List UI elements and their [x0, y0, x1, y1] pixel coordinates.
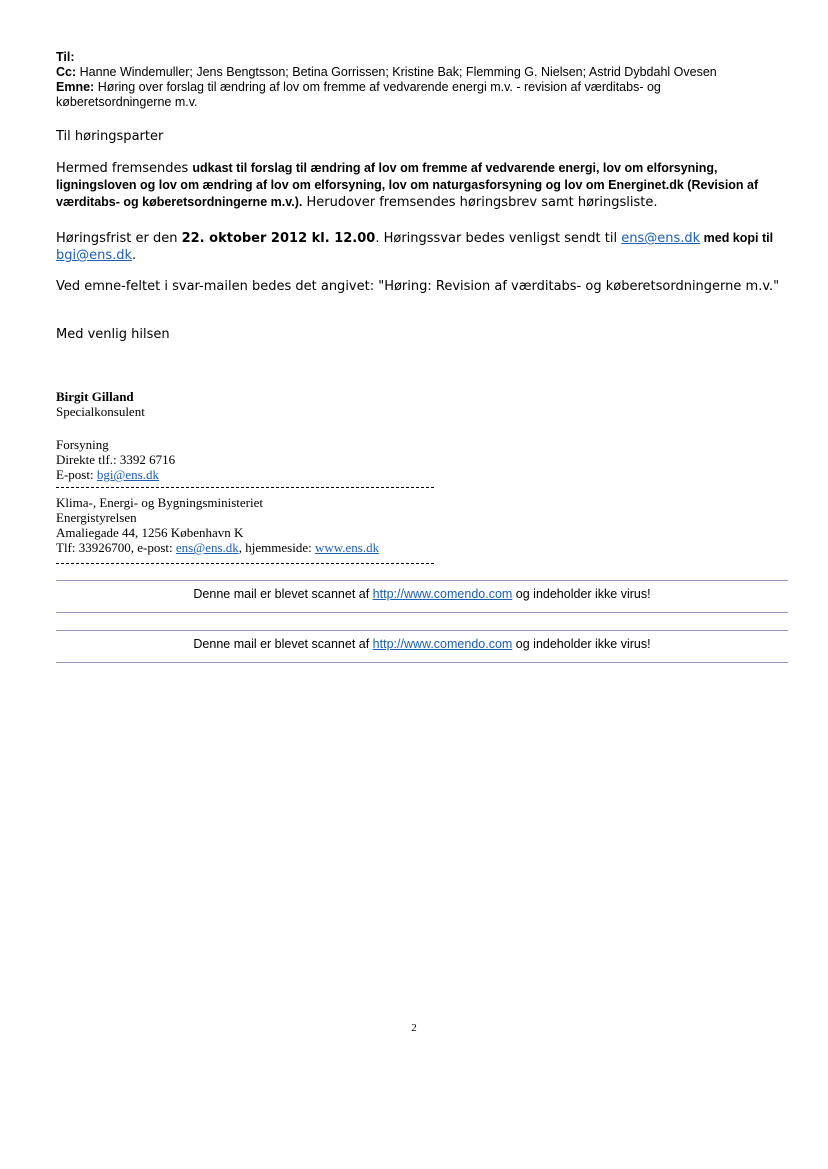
- org-contact-mid: , hjemmeside:: [238, 540, 315, 555]
- divider-line: [56, 612, 788, 613]
- paragraph-subject-instruction: Ved emne-feltet i svar-mailen bedes det angivet: "Høring: Revision af værditabs- og køberetsordningerne m.v.": [56, 279, 780, 294]
- scan-notice-prefix: Denne mail er blevet scannet af: [193, 637, 373, 651]
- email-header: [56, 50, 796, 110]
- phone-line: [56, 452, 175, 467]
- signer-name: Birgit Gilland: [56, 389, 134, 404]
- scan-notice-suffix: og indeholder ikke virus!: [512, 587, 651, 601]
- scan-notice: [56, 637, 788, 651]
- signer-title: Specialkonsulent: [56, 404, 145, 419]
- page-number: 2: [411, 1022, 417, 1034]
- announcement-tail: Herudover fremsendes høringsbrev samt høringsliste.: [302, 195, 658, 210]
- deadline-mid: . Høringssvar bedes venligst sendt til: [375, 231, 622, 246]
- closing: Med venlig hilsen: [56, 327, 170, 342]
- ministry-name: Klima-, Energi- og Bygningsministeriet: [56, 495, 264, 510]
- divider-line: [56, 630, 788, 631]
- email-line: [56, 467, 175, 482]
- cc-label: Cc:: [56, 65, 77, 79]
- subject-text-continued: køberetsordningerne m.v.: [56, 95, 198, 109]
- cc-line: [56, 65, 796, 80]
- phone-label: Direkte tlf.:: [56, 452, 120, 467]
- copy-to-text: med kopi til: [700, 231, 774, 245]
- copy-email-link[interactable]: bgi@ens.dk: [56, 248, 133, 263]
- to-line: [56, 50, 796, 65]
- org-contact-prefix: Tlf: 33926700, e-post:: [56, 540, 176, 555]
- announcement-intro: Hermed fremsendes: [56, 161, 193, 176]
- organization-block: [56, 495, 379, 555]
- subject-line: [56, 80, 796, 95]
- signature-contact: [56, 437, 175, 482]
- website-link[interactable]: www.ens.dk: [314, 540, 380, 555]
- divider-line: [56, 580, 788, 581]
- dashed-divider-bottom: [56, 563, 434, 564]
- signature-block: [56, 389, 145, 419]
- subject-text: Høring over forslag til ændring af lov om fremme af vedvarende energi m.v. - revision af værditabs- og: [97, 80, 661, 94]
- scan-notice: [56, 587, 788, 601]
- address: Amaliegade 44, 1256 København K: [56, 525, 244, 540]
- scan-notice-prefix: Denne mail er blevet scannet af: [193, 587, 373, 601]
- subject-label: Emne:: [56, 80, 95, 94]
- org-contact-line: [56, 540, 379, 555]
- agency-name: Energistyrelsen: [56, 510, 137, 525]
- deadline-end: .: [132, 248, 137, 263]
- comendo-link[interactable]: http://www.comendo.com: [372, 587, 513, 601]
- department: Forsyning: [56, 437, 109, 452]
- phone-number: 3392 6716: [119, 452, 176, 467]
- paragraph-deadline: [56, 230, 796, 264]
- paragraph-announcement: [56, 160, 796, 211]
- bill-title: udkast til forslag til ændring af lov om fremme af vedvarende energi, lov om elforsyning, ligningsloven og lov om ændring af lov om elforsyning, lov om naturgasforsyning og lov om Energinet.dk (Revision af værditabs- og køberetsordningerne m.v.).: [56, 161, 759, 209]
- cc-recipients: Hanne Windemuller; Jens Bengtsson; Betina Gorrissen; Kristine Bak; Flemming G. Nielsen; Astrid Dybdahl Ovesen: [79, 65, 717, 79]
- scan-notice-suffix: og indeholder ikke virus!: [512, 637, 651, 651]
- deadline-date: 22. oktober 2012 kl. 12.00: [181, 231, 376, 246]
- signer-email-link[interactable]: bgi@ens.dk: [96, 467, 159, 482]
- org-email-link[interactable]: ens@ens.dk: [175, 540, 239, 555]
- greeting: Til høringsparter: [56, 129, 164, 144]
- divider-line: [56, 662, 788, 663]
- comendo-link[interactable]: http://www.comendo.com: [372, 637, 513, 651]
- to-label: Til:: [56, 50, 75, 64]
- response-email-link[interactable]: ens@ens.dk: [621, 231, 701, 246]
- email-label: E-post:: [56, 467, 97, 482]
- dashed-divider-top: [56, 487, 434, 488]
- deadline-intro: Høringsfrist er den: [56, 231, 182, 246]
